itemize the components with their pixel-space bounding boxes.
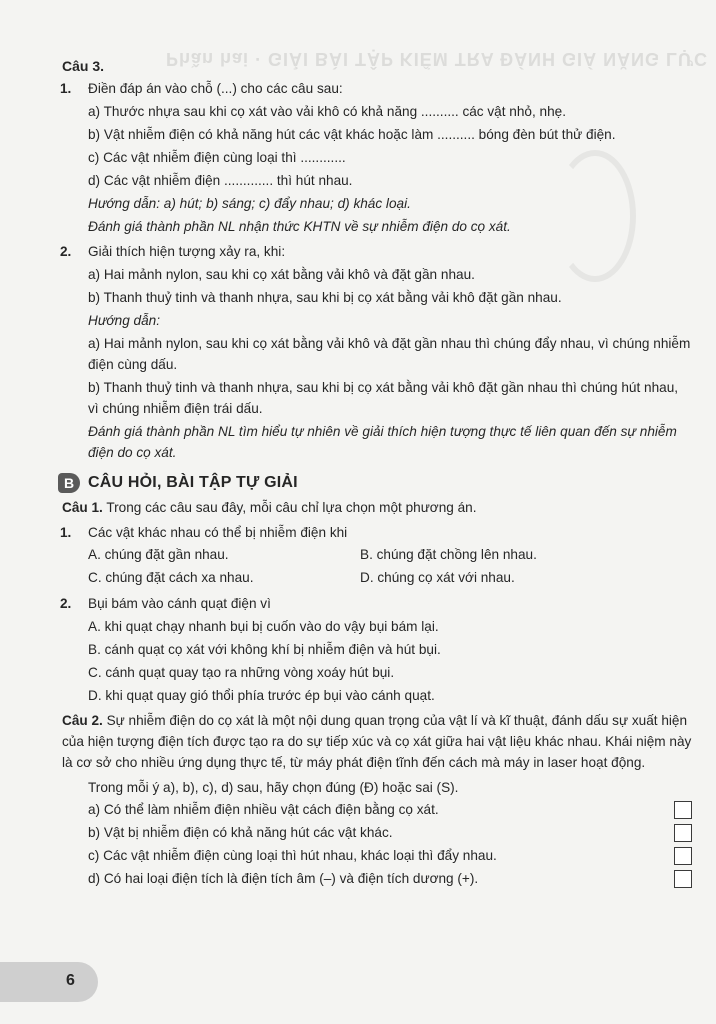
cau2-instruction: Trong mỗi ý a), b), c), d) sau, hãy chọn đúng (Đ) hoặc sai (S). — [88, 780, 459, 795]
cau2-statement-c — [88, 844, 692, 867]
page-number: 6 — [66, 972, 75, 989]
cau3-q1-a: a) Thước nhựa sau khi cọ xát vào vải khô có khả năng .......... các vật nhỏ, nhẹ. — [88, 104, 566, 119]
cau3-q1-guide: Hướng dẫn: a) hút; b) sáng; c) đẩy nhau; d) khác loại. — [88, 196, 411, 211]
cau1-header — [62, 497, 692, 518]
cau1-q1-options — [88, 543, 692, 589]
cau1-label: Câu 1. — [62, 500, 103, 515]
cau1-q1-num: 1. — [60, 525, 72, 540]
page-content — [62, 58, 692, 890]
cau1-q1-text: Các vật khác nhau có thể bị nhiễm điện khi — [88, 525, 348, 540]
cau2-d-checkbox[interactable] — [674, 870, 692, 888]
cau3-q1 — [62, 78, 692, 237]
cau2-body — [62, 777, 692, 890]
cau1-q1-option-b: B. chúng đặt chồng lên nhau. — [360, 547, 537, 562]
page-number-tab — [0, 962, 98, 1002]
cau2-statement-b — [88, 821, 692, 844]
cau3-q1-c: c) Các vật nhiễm điện cùng loại thì ............ — [88, 150, 346, 165]
cau2-label: Câu 2. — [62, 713, 103, 728]
cau2-statement-c-text: c) Các vật nhiễm điện cùng loại thì hút nhau, khác loại thì đẩy nhau. — [88, 848, 497, 863]
cau2-statement-b-text: b) Vật bị nhiễm điện có khả năng hút các vật khác. — [88, 825, 393, 840]
cau2-statement-a-text: a) Có thể làm nhiễm điện nhiều vật cách điện bằng cọ xát. — [88, 802, 439, 817]
show-through-header: Phần hai · GIẢI BÀI TẬP KIỂM TRA ĐÁNH GIÁ NĂNG LỰC — [166, 49, 708, 69]
cau1-q2-option-b: B. cánh quạt cọ xát với không khí bị nhiễm điện và hút bụi. — [88, 642, 441, 657]
cau3-q2-b: b) Thanh thuỷ tinh và thanh nhựa, sau khi bị cọ xát bằng vải khô đặt gần nhau. — [88, 290, 562, 305]
section-b-badge: B — [58, 473, 80, 493]
cau2-statement-d-text: d) Có hai loại điện tích là điện tích âm (–) và điện tích dương (+). — [88, 871, 479, 886]
cau1-q1-option-c: C. chúng đặt cách xa nhau. — [88, 570, 254, 585]
cau3-q2-a: a) Hai mảnh nylon, sau khi cọ xát bằng vải khô và đặt gần nhau. — [88, 267, 475, 282]
cau2-statement-a — [88, 798, 692, 821]
cau3-label: Câu 3. — [62, 58, 105, 74]
cau3-q2-guide-a: a) Hai mảnh nylon, sau khi cọ xát bằng vải khô và đặt gần nhau thì chúng đẩy nhau, vì chúng nhiễm điện cùng dấu. — [88, 336, 691, 372]
cau2-c-checkbox[interactable] — [674, 847, 692, 865]
cau3-q1-b: b) Vật nhiễm điện có khả năng hút các vật khác hoặc làm .......... bóng đèn bút thử điện. — [88, 127, 616, 142]
cau3-q2 — [62, 241, 692, 463]
cau1-q2-text: Bụi bám vào cánh quạt điện vì — [88, 596, 271, 611]
cau2-statement-d — [88, 867, 692, 890]
cau3-q2-eval: Đánh giá thành phần NL tìm hiểu tự nhiên về giải thích hiện tượng thực tế liên quan đến sự nhiễm điện do cọ xát. — [88, 424, 677, 460]
section-b-title: CÂU HỎI, BÀI TẬP TỰ GIẢI — [88, 474, 298, 491]
cau1-q2-option-a: A. khi quạt chạy nhanh bụi bị cuốn vào do vậy bụi bám lại. — [88, 619, 439, 634]
cau1-q2-option-c: C. cánh quạt quay tạo ra những vòng xoáy hút bụi. — [88, 665, 395, 680]
cau1-q1-option-a: A. chúng đặt gần nhau. — [88, 547, 229, 562]
cau3-q1-text: Điền đáp án vào chỗ (...) cho các câu sau: — [88, 81, 343, 96]
cau3-q2-guide-label: Hướng dẫn: — [88, 313, 161, 328]
cau2-header — [62, 710, 692, 773]
cau1-q2-num: 2. — [60, 596, 72, 611]
cau2-b-checkbox[interactable] — [674, 824, 692, 842]
cau1-q1 — [62, 522, 692, 589]
cau1-q1-option-d: D. chúng cọ xát với nhau. — [360, 570, 515, 585]
cau3-q2-guide-b: b) Thanh thuỷ tinh và thanh nhựa, sau khi bị cọ xát bằng vải khô đặt gần nhau thì chúng hút nhau, vì chúng nhiễm điện trái dấu. — [88, 380, 679, 416]
cau1-q2-option-d: D. khi quạt quay gió thổi phía trước ép bụi vào cánh quạt. — [88, 688, 435, 703]
cau2-a-checkbox[interactable] — [674, 801, 692, 819]
cau1-q2 — [62, 593, 692, 706]
cau3-q1-eval: Đánh giá thành phần NL nhận thức KHTN về sự nhiễm điện do cọ xát. — [88, 219, 511, 234]
cau3-q2-num: 2. — [60, 244, 72, 259]
cau2-intro: Sự nhiễm điện do cọ xát là một nội dung quan trọng của vật lí và kĩ thuật, đánh dấu sự xuất hiện của hiện tượng điện tích được tạo ra do sự tiếp xúc và cọ xát giữa hai vật liệu khác nhau. Khái niệm này là cơ sở cho nhiều ứng dụng thực tế, từ máy phát điện tĩnh đến cách mà máy in laser hoạt động. — [62, 713, 692, 770]
cau1-intro: Trong các câu sau đây, mỗi câu chỉ lựa chọn một phương án. — [102, 500, 477, 515]
cau3-q2-text: Giải thích hiện tượng xảy ra, khi: — [88, 244, 286, 259]
cau3-q1-d: d) Các vật nhiễm điện ............. thì hút nhau. — [88, 173, 353, 188]
cau3-q1-num: 1. — [60, 81, 72, 96]
section-b-heading — [58, 473, 692, 493]
